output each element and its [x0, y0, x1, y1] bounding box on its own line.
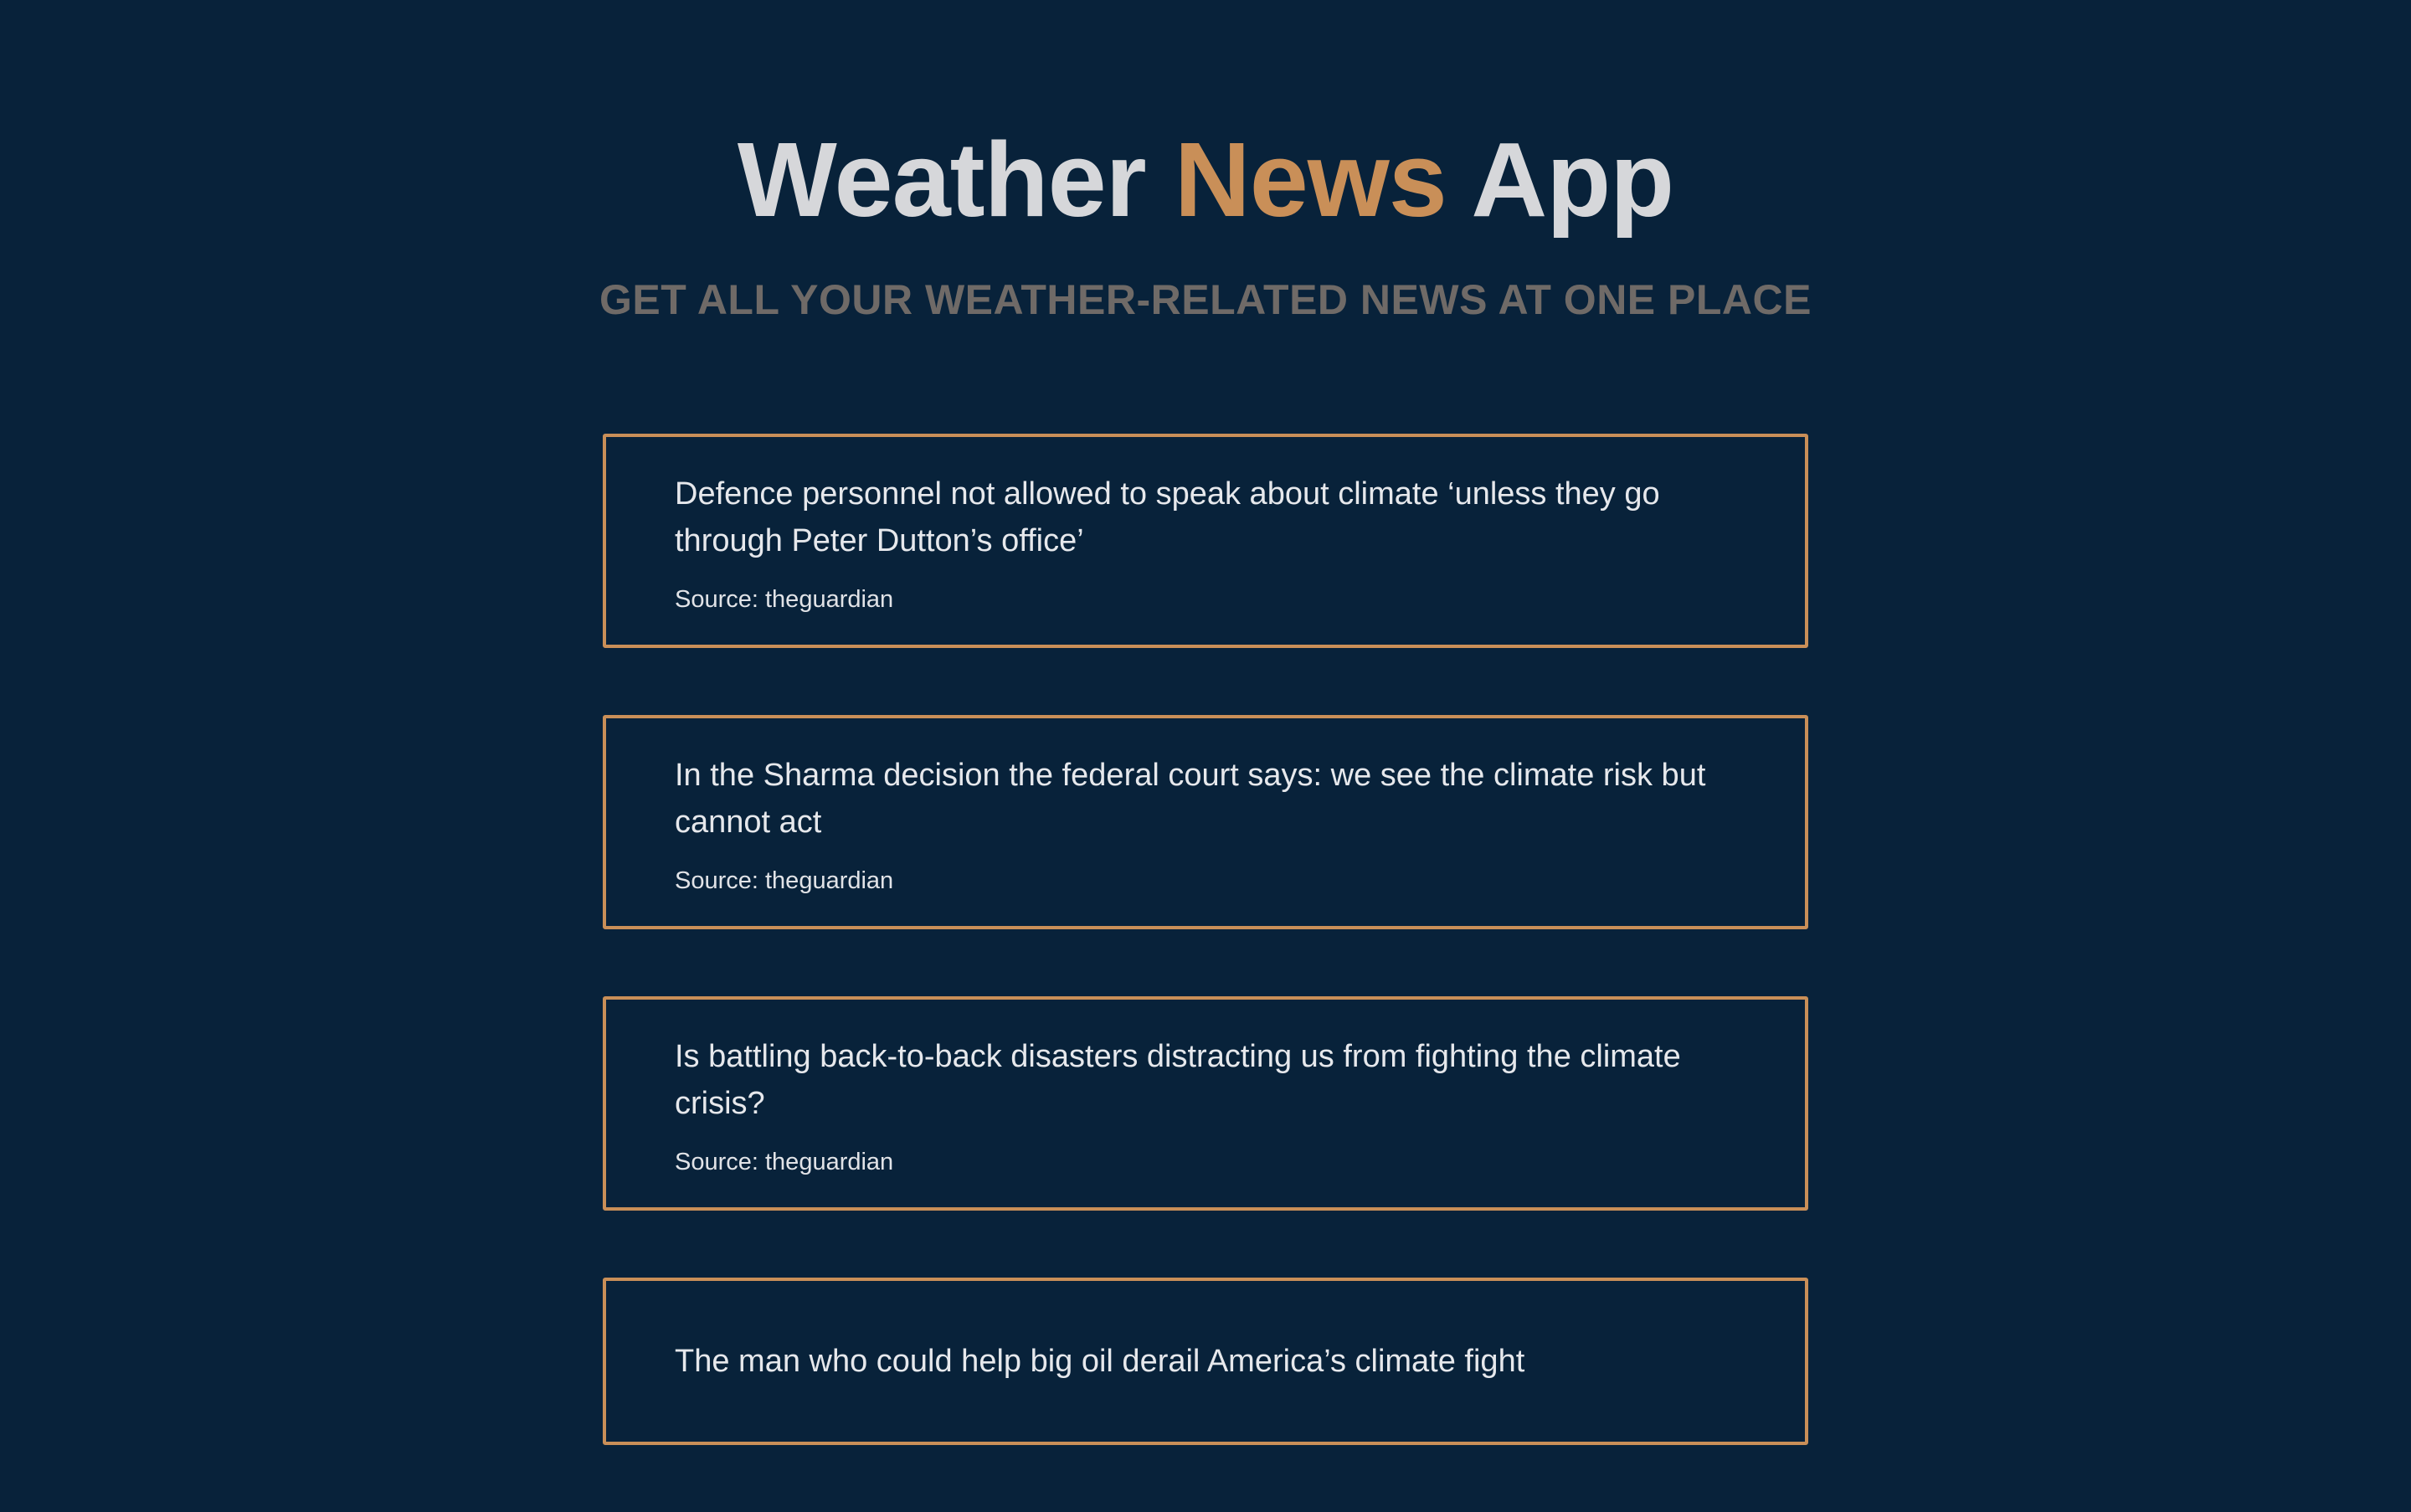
news-card[interactable] [603, 1278, 1808, 1445]
news-title[interactable]: Defence personnel not allowed to speak about climate ‘unless they go through Peter Dutton’s office’ [675, 476, 1660, 558]
news-card[interactable] [603, 715, 1808, 929]
page-subtitle: GET ALL YOUR WEATHER-RELATED NEWS AT ONE PLACE [599, 276, 1812, 323]
news-title[interactable]: In the Sharma decision the federal court says: we see the climate risk but cannot act [675, 758, 1706, 840]
app-title [0, 117, 2411, 243]
app-title-news: News [1174, 121, 1447, 239]
news-source: Source: theguardian [675, 586, 894, 613]
news-source: Source: theguardian [675, 867, 894, 894]
app-title-weather: Weather [737, 121, 1146, 239]
news-title[interactable]: Is battling back-to-back disasters distracting us from fighting the climate crisis? [675, 1039, 1681, 1121]
news-card[interactable] [603, 996, 1808, 1211]
news-list [603, 434, 1808, 1512]
news-title[interactable]: The man who could help big oil derail America’s climate fight [675, 1344, 1525, 1379]
app-title-app: App [1471, 121, 1674, 239]
news-card[interactable] [603, 434, 1808, 648]
news-source: Source: theguardian [675, 1149, 894, 1175]
